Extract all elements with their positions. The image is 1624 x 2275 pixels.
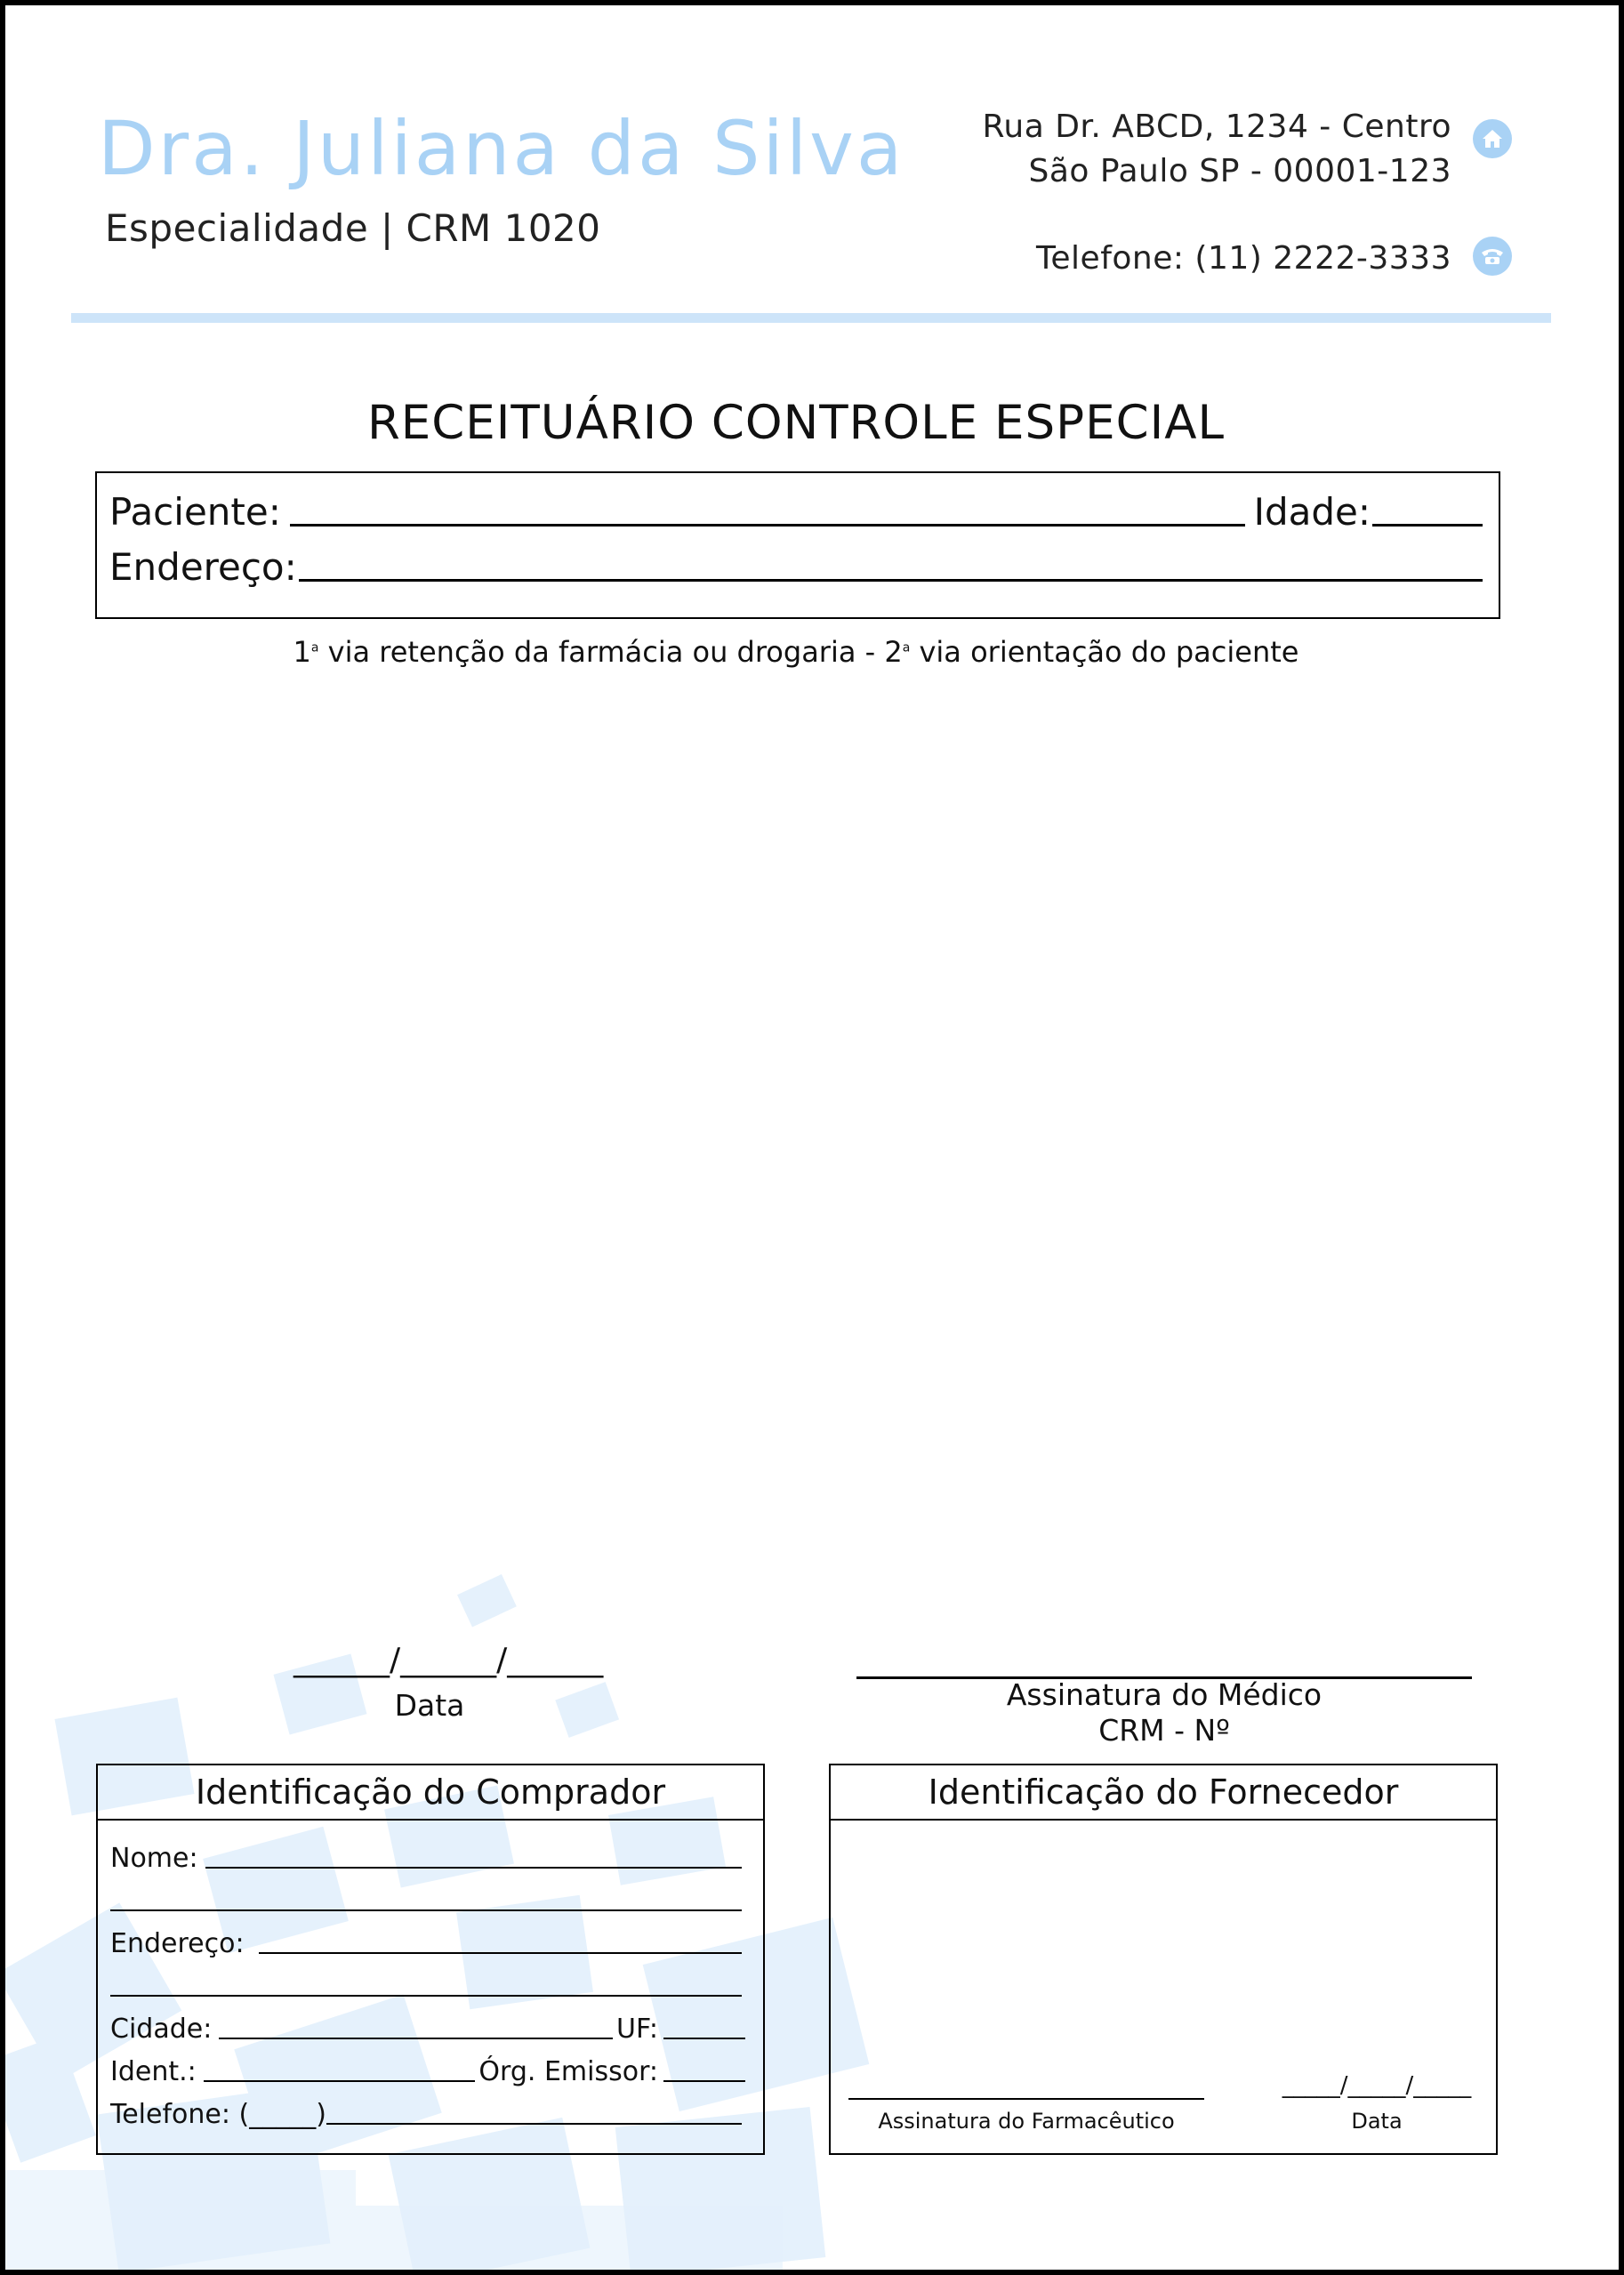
buyer-box-title: Identificação do Comprador: [98, 1765, 763, 1821]
buyer-uf-field[interactable]: [663, 2038, 745, 2039]
address-line-1: Rua Dr. ABCD, 1234 - Centro: [982, 109, 1451, 145]
pharmacist-signature-label: Assinatura do Farmacêutico: [878, 2109, 1175, 2134]
buyer-name-row-2: [110, 1881, 745, 1917]
buyer-city-label: Cidade:: [110, 2014, 213, 2045]
supplier-identification-box: [829, 1764, 1498, 2155]
home-icon: [1473, 119, 1512, 158]
doctor-specialty: Especialidade | CRM 1020: [105, 206, 601, 250]
buyer-identification-box: [96, 1764, 765, 2155]
buyer-name-row: [110, 1838, 745, 1874]
patient-row: [109, 486, 1483, 534]
buyer-uf-label: UF:: [616, 2014, 658, 2045]
age-label: Idade:: [1253, 490, 1371, 534]
doctor-name: Dra. Juliana da Silva: [98, 105, 905, 192]
age-field[interactable]: [1372, 524, 1483, 527]
buyer-city-field[interactable]: [219, 2038, 613, 2039]
patient-info-box: [95, 471, 1500, 619]
buyer-address-field-2[interactable]: [110, 1995, 742, 1997]
phone-text: Telefone: (11) 2222-3333: [1036, 240, 1451, 277]
phone-icon: [1473, 237, 1512, 276]
buyer-address-label: Endereço:: [110, 1928, 245, 1959]
via-retention-note: 1$^a$ via retenção da farmácia ou drogaria - 2$^a$ via orientação do paciente: [293, 635, 1299, 669]
address-row: [109, 541, 1483, 589]
buyer-issuer-label: Órg. Emissor:: [478, 2056, 658, 2087]
buyer-phone-row: [110, 2094, 745, 2130]
buyer-name-label: Nome:: [110, 1843, 198, 1874]
document-title: RECEITUÁRIO CONTROLE ESPECIAL: [366, 396, 1226, 450]
address-line-2: São Paulo SP - 00001-123: [1028, 153, 1451, 189]
buyer-ident-field[interactable]: [204, 2080, 476, 2082]
patient-label: Paciente:: [109, 490, 281, 534]
buyer-ident-label: Ident.:: [110, 2056, 197, 2087]
buyer-ident-row: [110, 2052, 745, 2087]
buyer-phone-close: ): [316, 2099, 326, 2130]
supplier-date-field[interactable]: _____/_____/_____: [1282, 2072, 1472, 2099]
buyer-address-row-2: [110, 1966, 745, 2002]
buyer-address-field[interactable]: [259, 1952, 742, 1954]
doctor-signature-label: Assinatura do Médico: [1006, 1677, 1323, 1712]
buyer-name-field-2[interactable]: [110, 1909, 742, 1911]
buyer-city-row: [110, 2009, 745, 2045]
address-label: Endereço:: [109, 545, 297, 589]
date-label: Data: [394, 1688, 465, 1723]
buyer-phone-area-field[interactable]: _____: [249, 2099, 317, 2130]
crm-label: CRM - Nº: [1098, 1713, 1230, 1748]
buyer-issuer-field[interactable]: [663, 2080, 745, 2082]
patient-name-field[interactable]: [290, 524, 1245, 527]
supplier-date-label: Data: [1351, 2109, 1403, 2134]
buyer-phone-label: Telefone: (: [110, 2099, 250, 2130]
buyer-address-row: [110, 1924, 745, 1959]
buyer-name-field[interactable]: [205, 1867, 742, 1869]
buyer-phone-field[interactable]: [326, 2123, 742, 2125]
prescription-date-field[interactable]: ______/______/______: [293, 1642, 604, 1678]
header-divider: [71, 313, 1551, 323]
supplier-box-title: Identificação do Fornecedor: [831, 1765, 1496, 1821]
patient-address-field[interactable]: [299, 579, 1483, 582]
pharmacist-signature-line[interactable]: [848, 2098, 1204, 2100]
